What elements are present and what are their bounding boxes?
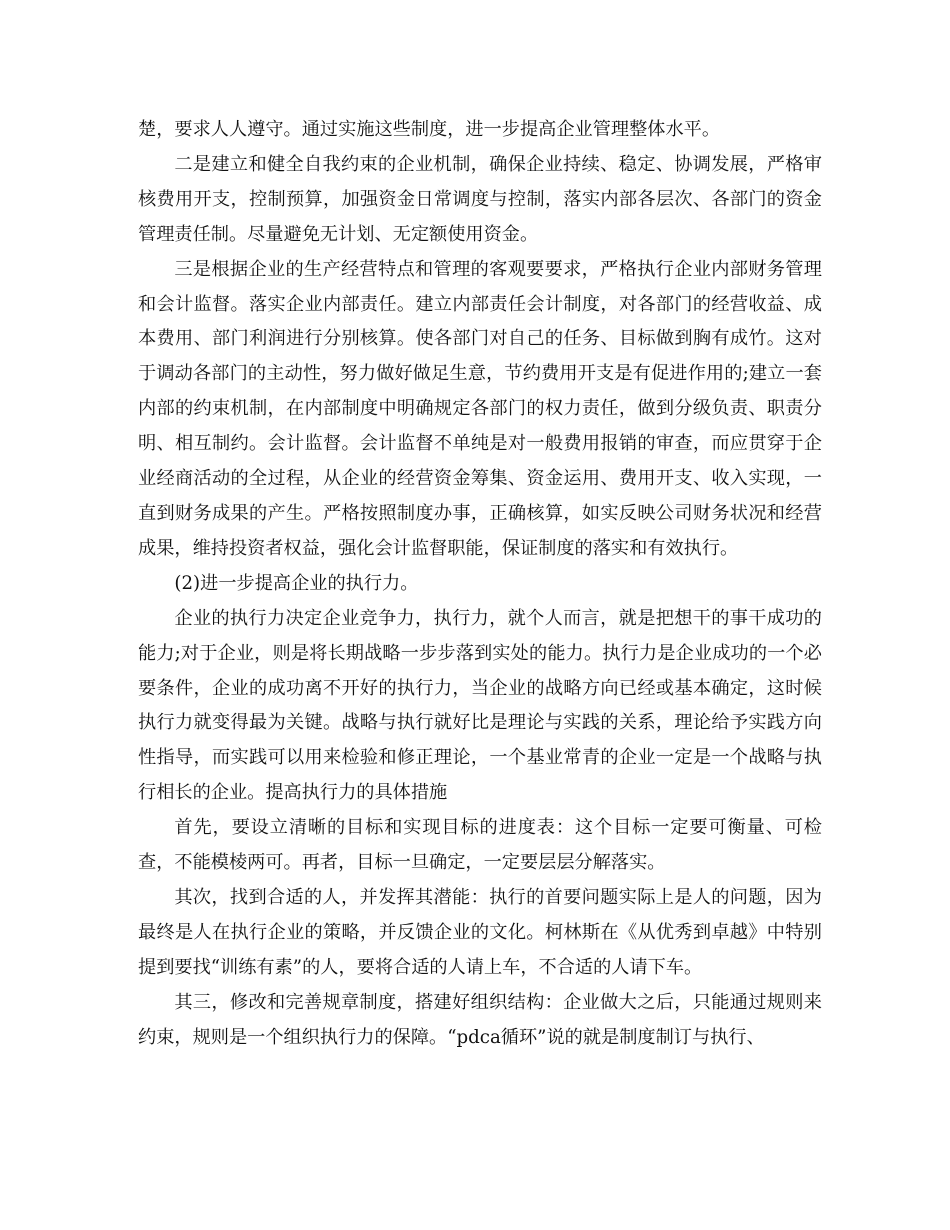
paragraph-8: 其三，修改和完善规章制度，搭建好组织结构：企业做大之后，只能通过规则来约束，规则是一个组织执行力的保障。“pdca循环”说的就是制度制订与执行、 [138, 991, 822, 1048]
paragraph-6: 首先，要设立清晰的目标和实现目标的进度表：这个目标一定要可衡量、可检查，不能模棱两可。再者，目标一旦确定，一定要层层分解落实。 [138, 817, 822, 874]
paragraph-7: 其次，找到合适的人，并发挥其潜能：执行的首要问题实际上是人的问题，因为最终是人在执行企业的策略，并反馈企业的文化。柯林斯在《从优秀到卓越》中特别提到要找“训练有素”的人，要将合适的人请上车，不合适的人请下车。 [138, 886, 822, 978]
paragraph-3: 三是根据企业的生产经营特点和管理的客观要要求，严格执行企业内部财务管理和会计监督。落实企业内部责任。建立内部责任会计制度，对各部门的经营收益、成本费用、部门利润进行分别核算。使各部门对自己的任务、目标做到胸有成竹。这对于调动各部门的主动性，努力做好做足生意，节约费用开支是有促进作用的;建立一套内部的约束机制，在内部制度中明确规定各部门的权力责任，做到分级负责、职责分明、相互制约。会计监督。会计监督不单纯是对一般费用报销的审查，而应贯穿于企业经商活动的全过程，从企业的经营资金筹集、资金运用、费用开支、收入实现，一直到财务成果的产生。严格按照制度办事，正确核算，如实反映公司财务状况和经营成果，维持投资者权益，强化会计监督职能，保证制度的落实和有效执行。 [138, 258, 822, 559]
paragraph-1: 楚，要求人人遵守。通过实施这些制度，进一步提高企业管理整体水平。 [138, 119, 721, 140]
document-body [138, 113, 822, 1055]
paragraph-2: 二是建立和健全自我约束的企业机制，确保企业持续、稳定、协调发展，严格审核费用开支，控制预算，加强资金日常调度与控制，落实内部各层次、各部门的资金管理责任制。尽量避免无计划、无定额使用资金。 [138, 153, 822, 245]
paragraph-4-heading: (2)进一步提高企业的执行力。 [174, 572, 419, 594]
paragraph-5: 企业的执行力决定企业竞争力，执行力，就个人而言，就是把想干的事干成功的能力;对于企业，则是将长期战略一步步落到实处的能力。执行力是企业成功的一个必要条件，企业的成功离不开好的执行力，当企业的战略方向已经或基本确定，这时候执行力就变得最为关键。战略与执行就好比是理论与实践的关系，理论给予实践方向性指导，而实践可以用来检验和修正理论，一个基业常青的企业一定是一个战略与执行相长的企业。提高执行力的具体措施 [138, 607, 822, 804]
